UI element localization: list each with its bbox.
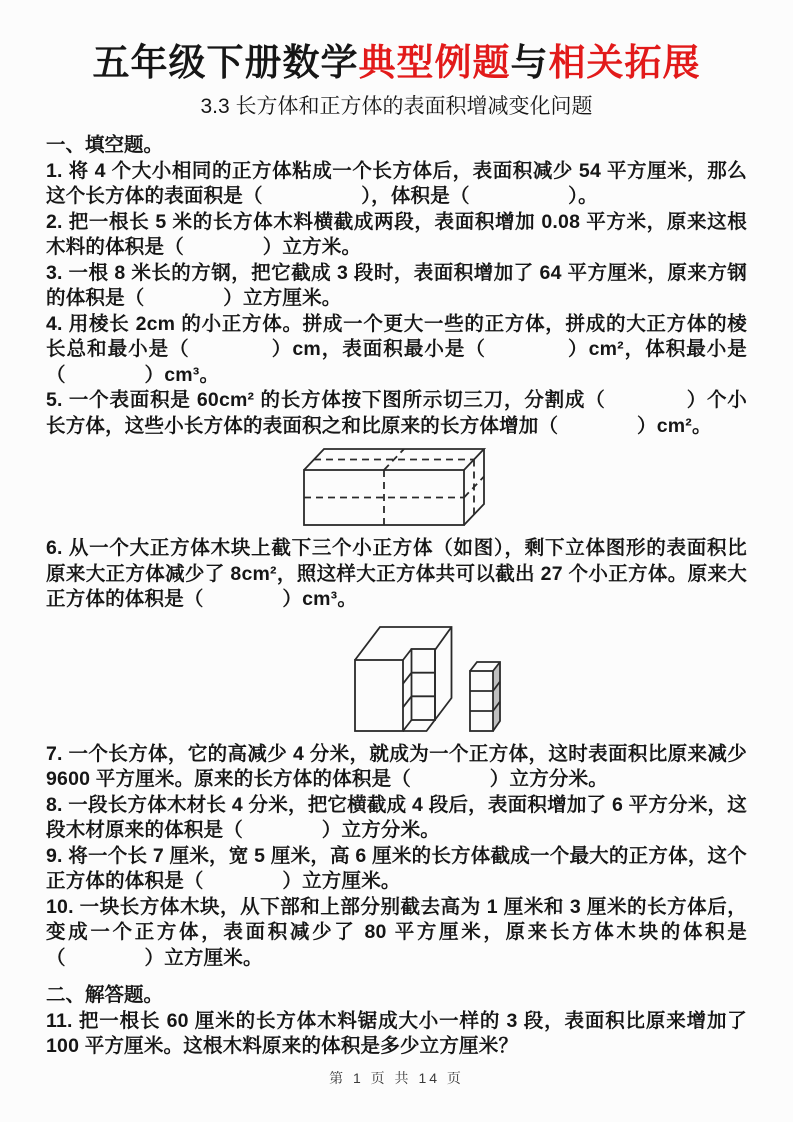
stack-right-face [493, 662, 500, 731]
cube-removed-cubes-diagram [323, 614, 563, 740]
figure-cube-with-removed-cubes [46, 613, 747, 742]
title-part-red-1: 典型例题 [358, 42, 511, 83]
big-cube-front-face [355, 660, 403, 731]
page-number-footer: 第 1 页 共 14 页 [329, 1070, 464, 1086]
title-part-black-1: 五年级下册数学 [92, 42, 359, 83]
worksheet-content [0, 40, 793, 1060]
notch-left-wall [403, 649, 412, 731]
title-part-black-2: 与 [510, 42, 549, 83]
notch-back-wall [411, 649, 435, 720]
question-7: 7. 一个长方体，它的高减少 4 分米，就成为一个正方体，这时表面积比原来减少 9600 平方厘米。原来的长方体的体积是（ ）立方分米。 [46, 742, 747, 790]
title-part-red-2: 相关拓展 [548, 42, 701, 83]
question-5: 5. 一个表面积是 60cm² 的长方体按下图所示切三刀，分割成（ ）个小长方体，这些小长方体的表面积之和比原来的长方体增加（ ）cm²。 [46, 389, 747, 437]
question-2: 2. 把一根长 5 米的长方体木料横截成两段，表面积增加 0.08 平方米，原来这根木料的体积是（ ）立方米。 [46, 210, 747, 258]
question-3: 3. 一根 8 米长的方钢，把它截成 3 段时，表面积增加了 64 平方厘米，原来方钢的体积是（ ）立方厘米。 [46, 261, 747, 309]
section-subtitle: 3.3 长方体和正方体的表面积增减变化问题 [200, 95, 593, 118]
question-4: 4. 用棱长 2cm 的小正方体。拼成一个更大一些的正方体，拼成的大正方体的棱长总和最小是（ ）cm，表面积最小是（ ）cm²，体积最小是（ ）cm³。 [46, 312, 747, 386]
stack-front-face [470, 671, 493, 731]
question-9: 9. 将一个长 7 厘米，宽 5 厘米，高 6 厘米的长方体截成一个最大的正方体，这个正方体的体积是（ ）立方厘米。 [46, 844, 747, 892]
question-1: 1. 将 4 个大小相同的正方体粘成一个长方体后，表面积减少 54 平方厘米，那么这个长方体的表面积是（ ），体积是（ ）。 [46, 159, 747, 207]
question-8: 8. 一段长方体木材长 4 分米，把它横截成 4 段后，表面积增加了 6 平方分米，这段木材原来的体积是（ ）立方分米。 [46, 793, 747, 841]
question-10: 10. 一块长方体木块，从下部和上部分别截去高为 1 厘米和 3 厘米的长方体后，变成一个正方体，表面积减少了 80 平方厘米，原来长方体木块的体积是（ ）立方厘米。 [46, 895, 747, 969]
section-heading-fill-blanks: 一、填空题。 [46, 134, 164, 156]
question-11: 11. 把一根长 60 厘米的长方体木料锯成大小一样的 3 段，表面积比原来增加了 100 平方厘米。这根木料原来的体积是多少立方厘米？ [46, 1009, 747, 1057]
figure-cuboid-cut-three-times [46, 439, 747, 536]
cuboid-cut-diagram [247, 442, 547, 534]
question-6: 6. 从一个大正方体木块上截下三个小正方体（如图），剩下立体图形的表面积比原来大正方体减少了 8cm²，照这样大正方体共可以截出 27 个小正方体。原来大正方体的体积是（ ）cm³。 [46, 537, 747, 610]
page-title [46, 40, 747, 86]
section-heading-solve: 二、解答题。 [46, 984, 164, 1006]
